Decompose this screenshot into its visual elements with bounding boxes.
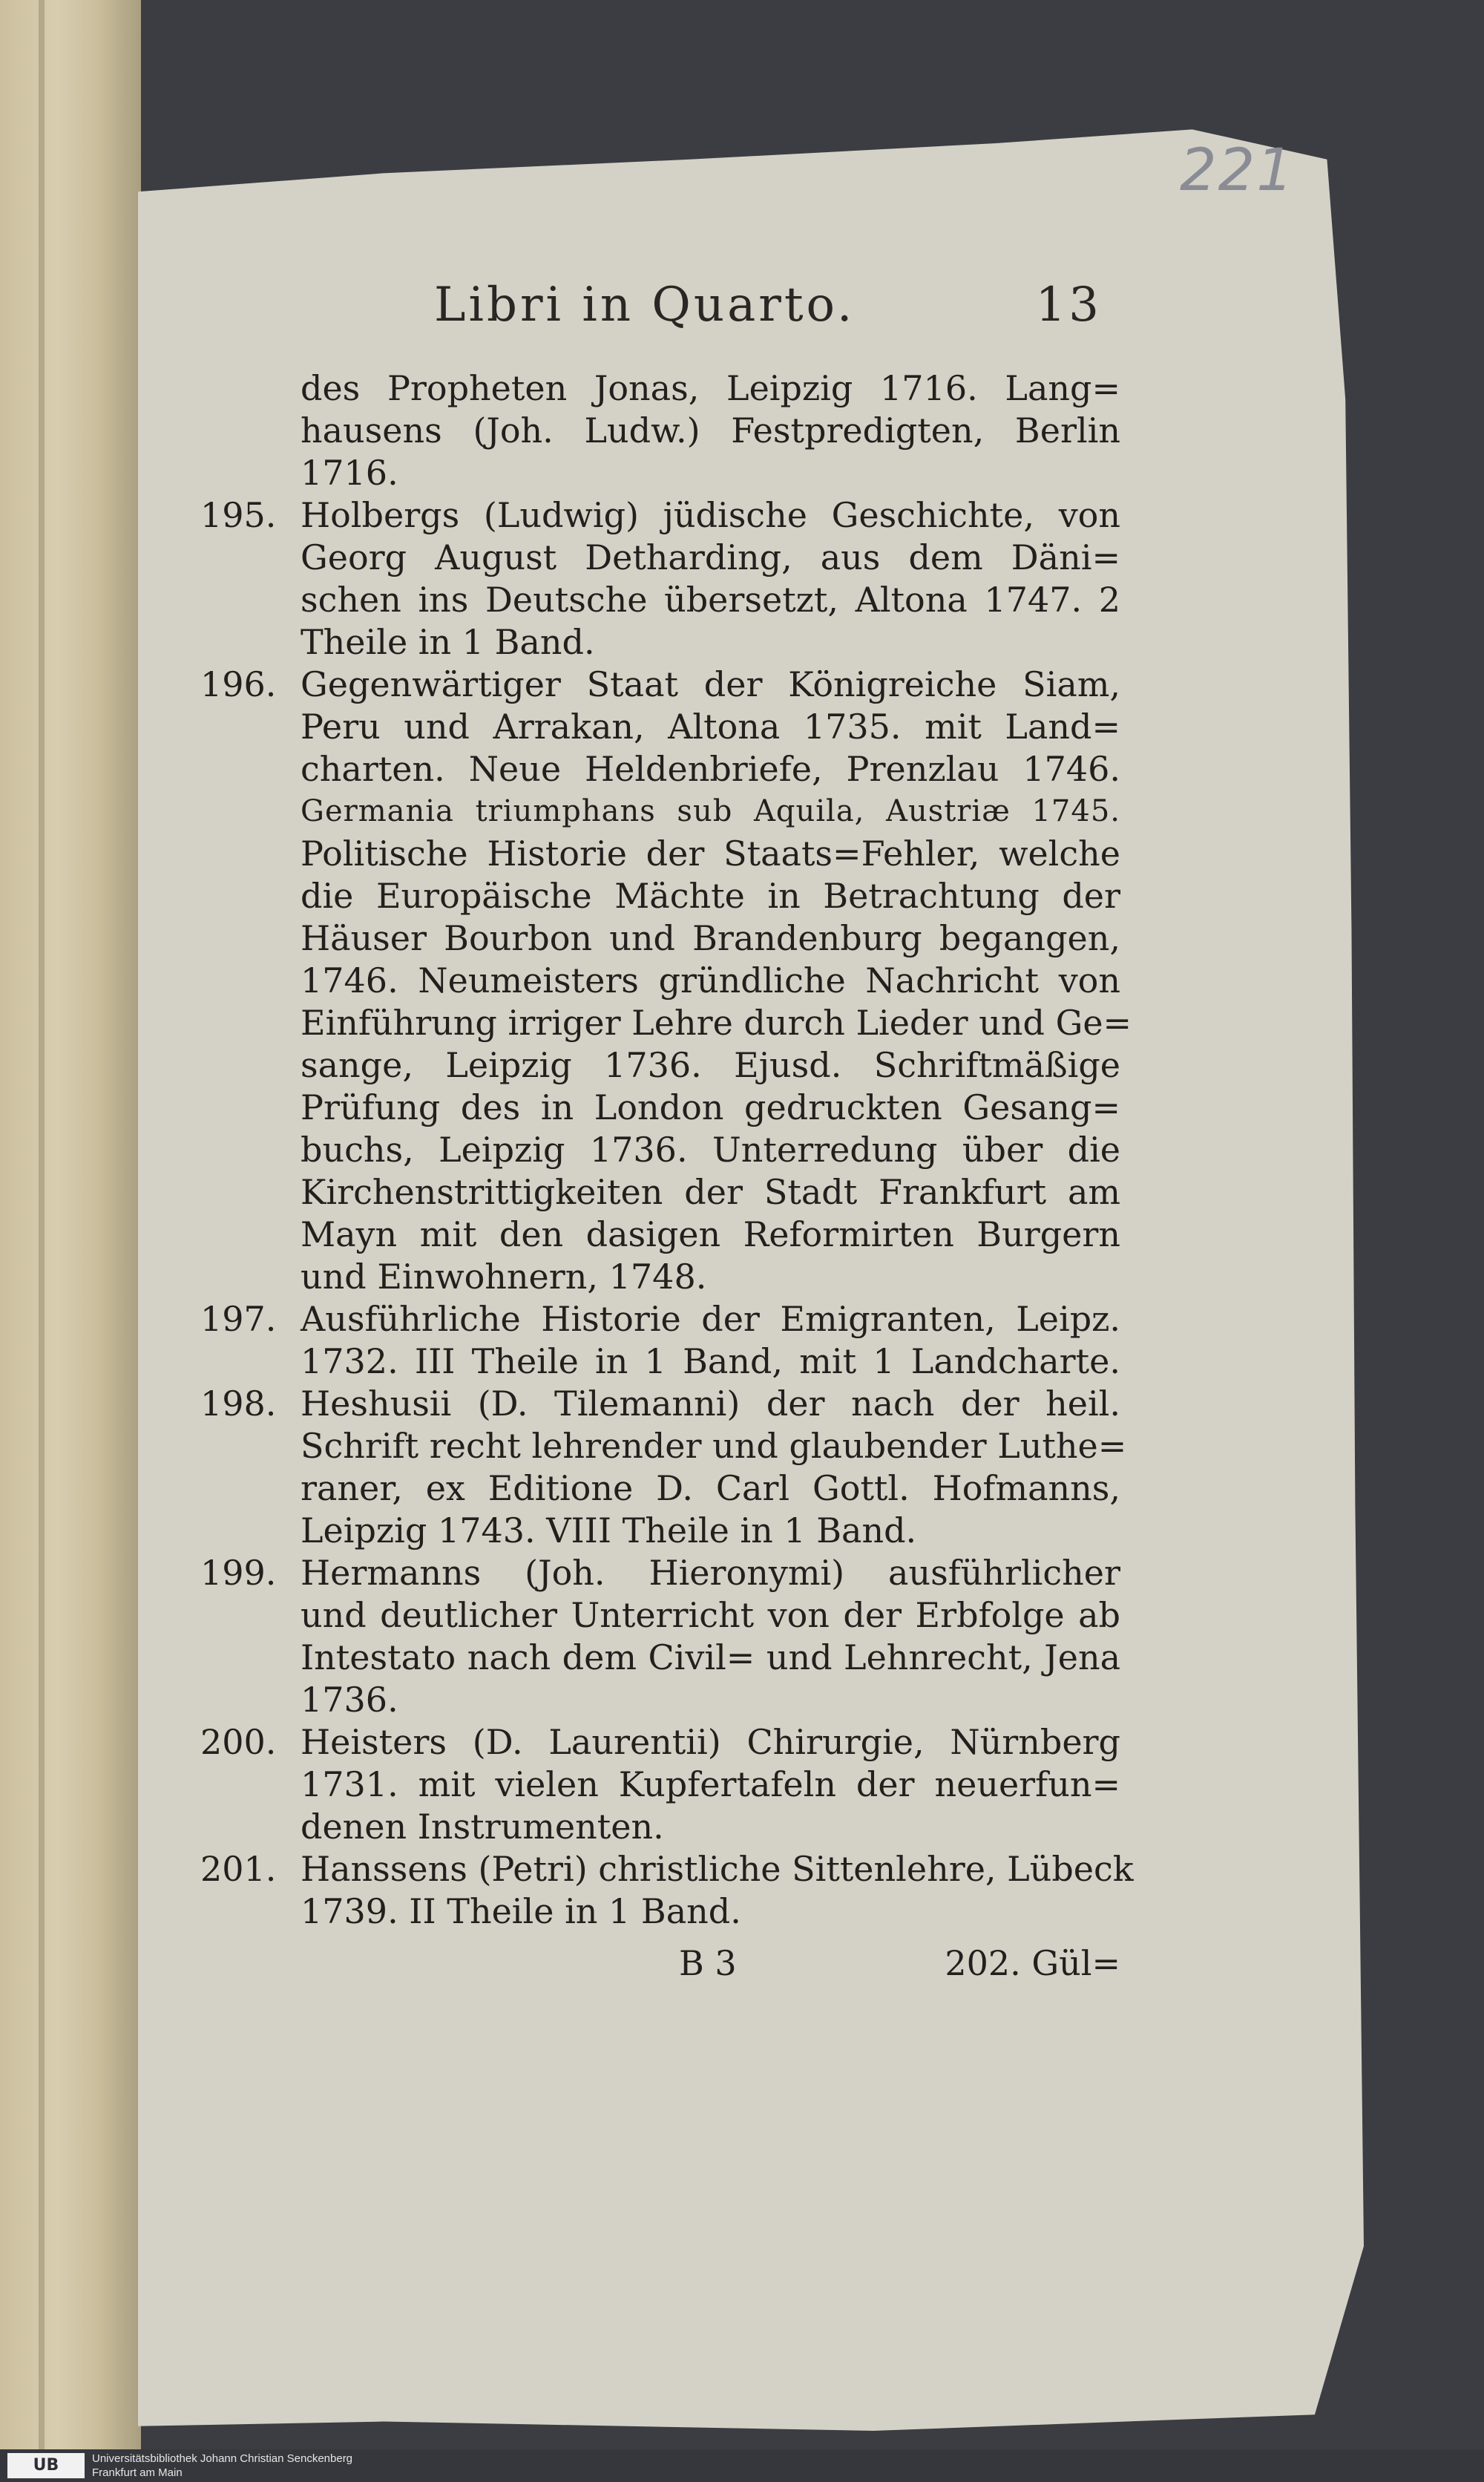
text-line bbox=[200, 367, 1120, 410]
library-credit bbox=[92, 2452, 611, 2481]
line-text: 1731. mit vielen Kupfertafeln der neuerfun= bbox=[301, 1764, 1120, 1804]
line-text: Kirchenstrittigkeiten der Stadt Frankfurt am bbox=[301, 1172, 1120, 1212]
line-text: Einführung irriger Lehre durch Lieder und Ge= bbox=[301, 1003, 1132, 1043]
line-text: 1746. Neumeisters gründliche Nachricht von bbox=[301, 960, 1120, 1001]
line-text: des Propheten Jonas, Leipzig 1716. Lang= bbox=[301, 368, 1120, 408]
text-line bbox=[200, 1510, 1120, 1552]
entry-number: 197. bbox=[200, 1299, 277, 1339]
line-text: hausens (Joh. Ludw.) Festpredigten, Berlin bbox=[301, 410, 1120, 451]
line-text: Holbergs (Ludwig) jüdische Geschichte, von bbox=[301, 495, 1120, 535]
text-line bbox=[200, 960, 1120, 1002]
line-text: Heshusii (D. Tilemanni) der nach der heil. bbox=[301, 1384, 1120, 1424]
line-text: raner, ex Editione D. Carl Gottl. Hofmanns, bbox=[301, 1468, 1120, 1508]
line-text: Hermanns (Joh. Hieronymi) ausführlicher bbox=[301, 1553, 1120, 1593]
text-line bbox=[200, 1679, 1120, 1721]
entry-number: 200. bbox=[200, 1722, 277, 1762]
text-line bbox=[200, 1552, 1120, 1594]
handwritten-shelfmark: 221 bbox=[1180, 137, 1295, 204]
line-text: charten. Neue Heldenbriefe, Prenzlau 1746. bbox=[301, 749, 1120, 789]
library-city: Frankfurt am Main bbox=[92, 2466, 183, 2479]
line-text: Germania triumphans sub Aquila, Austriæ 1745. bbox=[301, 794, 1120, 828]
line-text: 1739. II Theile in 1 Band. bbox=[301, 1891, 741, 1931]
text-line bbox=[200, 1467, 1120, 1510]
line-text: 1716. bbox=[301, 453, 398, 493]
page-number: 13 bbox=[1035, 278, 1102, 333]
text-line bbox=[200, 452, 1120, 494]
text-line bbox=[200, 537, 1120, 579]
line-text: 1732. III Theile in 1 Band, mit 1 Landcharte. bbox=[301, 1341, 1120, 1381]
text-line bbox=[200, 1340, 1120, 1383]
text-line bbox=[200, 1425, 1127, 1467]
text-line bbox=[200, 410, 1120, 452]
line-text: Georg August Detharding, aus dem Däni= bbox=[301, 537, 1120, 577]
text-line bbox=[200, 1087, 1120, 1129]
line-text: schen ins Deutsche übersetzt, Altona 1747. 2 bbox=[301, 580, 1120, 620]
catchword: 202. Gül= bbox=[945, 1943, 1120, 1983]
text-line bbox=[200, 790, 1120, 833]
line-text: 1736. bbox=[301, 1680, 398, 1720]
text-line bbox=[200, 1594, 1120, 1637]
line-text: und deutlicher Unterricht von der Erbfolge ab bbox=[301, 1595, 1120, 1635]
library-name: Universitätsbibliothek Johann Christian Senckenberg bbox=[92, 2452, 353, 2465]
text-line bbox=[200, 579, 1120, 621]
line-text: Hanssens (Petri) christliche Sittenlehre, Lübeck bbox=[301, 1849, 1134, 1889]
text-line bbox=[200, 706, 1120, 748]
text-line bbox=[200, 1721, 1120, 1764]
text-line bbox=[200, 664, 1120, 706]
text-line bbox=[200, 1256, 1120, 1298]
text-line bbox=[200, 1129, 1120, 1171]
line-text: Schrift recht lehrender und glaubender Luthe= bbox=[301, 1426, 1127, 1466]
line-text: Mayn mit den dasigen Reformirten Burgern bbox=[301, 1214, 1120, 1254]
line-text: Heisters (D. Laurentii) Chirurgie, Nürnberg bbox=[301, 1722, 1120, 1762]
text-line bbox=[200, 1171, 1120, 1214]
running-title: Libri in Quarto. bbox=[434, 278, 856, 333]
line-text: buchs, Leipzig 1736. Unterredung über die bbox=[301, 1130, 1120, 1170]
catalog-entries bbox=[200, 367, 1134, 1933]
line-text: sange, Leipzig 1736. Ejusd. Schriftmäßige bbox=[301, 1045, 1120, 1085]
line-text: Ausführliche Historie der Emigranten, Leipz. bbox=[301, 1299, 1120, 1339]
text-line bbox=[200, 621, 1120, 664]
text-line bbox=[200, 875, 1120, 917]
line-text: Prüfung des in London gedruckten Gesang= bbox=[301, 1087, 1120, 1127]
line-text: die Europäische Mächte in Betrachtung der bbox=[301, 876, 1120, 916]
text-line bbox=[200, 1002, 1132, 1044]
text-line bbox=[200, 1890, 1120, 1933]
entry-number: 196. bbox=[200, 664, 277, 704]
text-line bbox=[200, 1806, 1120, 1848]
line-text: Theile in 1 Band. bbox=[301, 622, 595, 662]
line-text: Häuser Bourbon und Brandenburg begangen, bbox=[301, 918, 1120, 958]
text-line bbox=[200, 494, 1120, 537]
line-text: und Einwohnern, 1748. bbox=[301, 1257, 707, 1297]
line-text: Peru und Arrakan, Altona 1735. mit Land= bbox=[301, 707, 1120, 747]
page-header bbox=[434, 267, 1102, 349]
line-text: Leipzig 1743. VIII Theile in 1 Band. bbox=[301, 1510, 917, 1551]
line-text: Gegenwärtiger Staat der Königreiche Siam, bbox=[301, 664, 1120, 704]
text-line bbox=[200, 1637, 1120, 1679]
text-line bbox=[200, 748, 1120, 790]
text-line bbox=[200, 1044, 1120, 1087]
entry-number: 195. bbox=[200, 495, 277, 535]
page-footer bbox=[301, 1943, 1120, 1995]
signature-mark: B 3 bbox=[679, 1943, 737, 1983]
text-line bbox=[200, 1764, 1120, 1806]
library-logo: UB bbox=[7, 2453, 85, 2478]
entry-number: 198. bbox=[200, 1384, 277, 1424]
line-text: denen Instrumenten. bbox=[301, 1807, 664, 1847]
line-text: Intestato nach dem Civil= und Lehnrecht, Jena bbox=[301, 1637, 1120, 1677]
text-line bbox=[200, 917, 1120, 960]
line-text: Politische Historie der Staats=Fehler, welche bbox=[301, 834, 1120, 874]
text-line bbox=[200, 833, 1120, 875]
text-line bbox=[200, 1383, 1120, 1425]
entry-number: 199. bbox=[200, 1553, 277, 1593]
text-line bbox=[200, 1298, 1120, 1340]
left-page-edge bbox=[0, 0, 141, 2449]
entry-number: 201. bbox=[200, 1849, 277, 1889]
text-line bbox=[200, 1214, 1120, 1256]
text-line bbox=[200, 1848, 1134, 1890]
